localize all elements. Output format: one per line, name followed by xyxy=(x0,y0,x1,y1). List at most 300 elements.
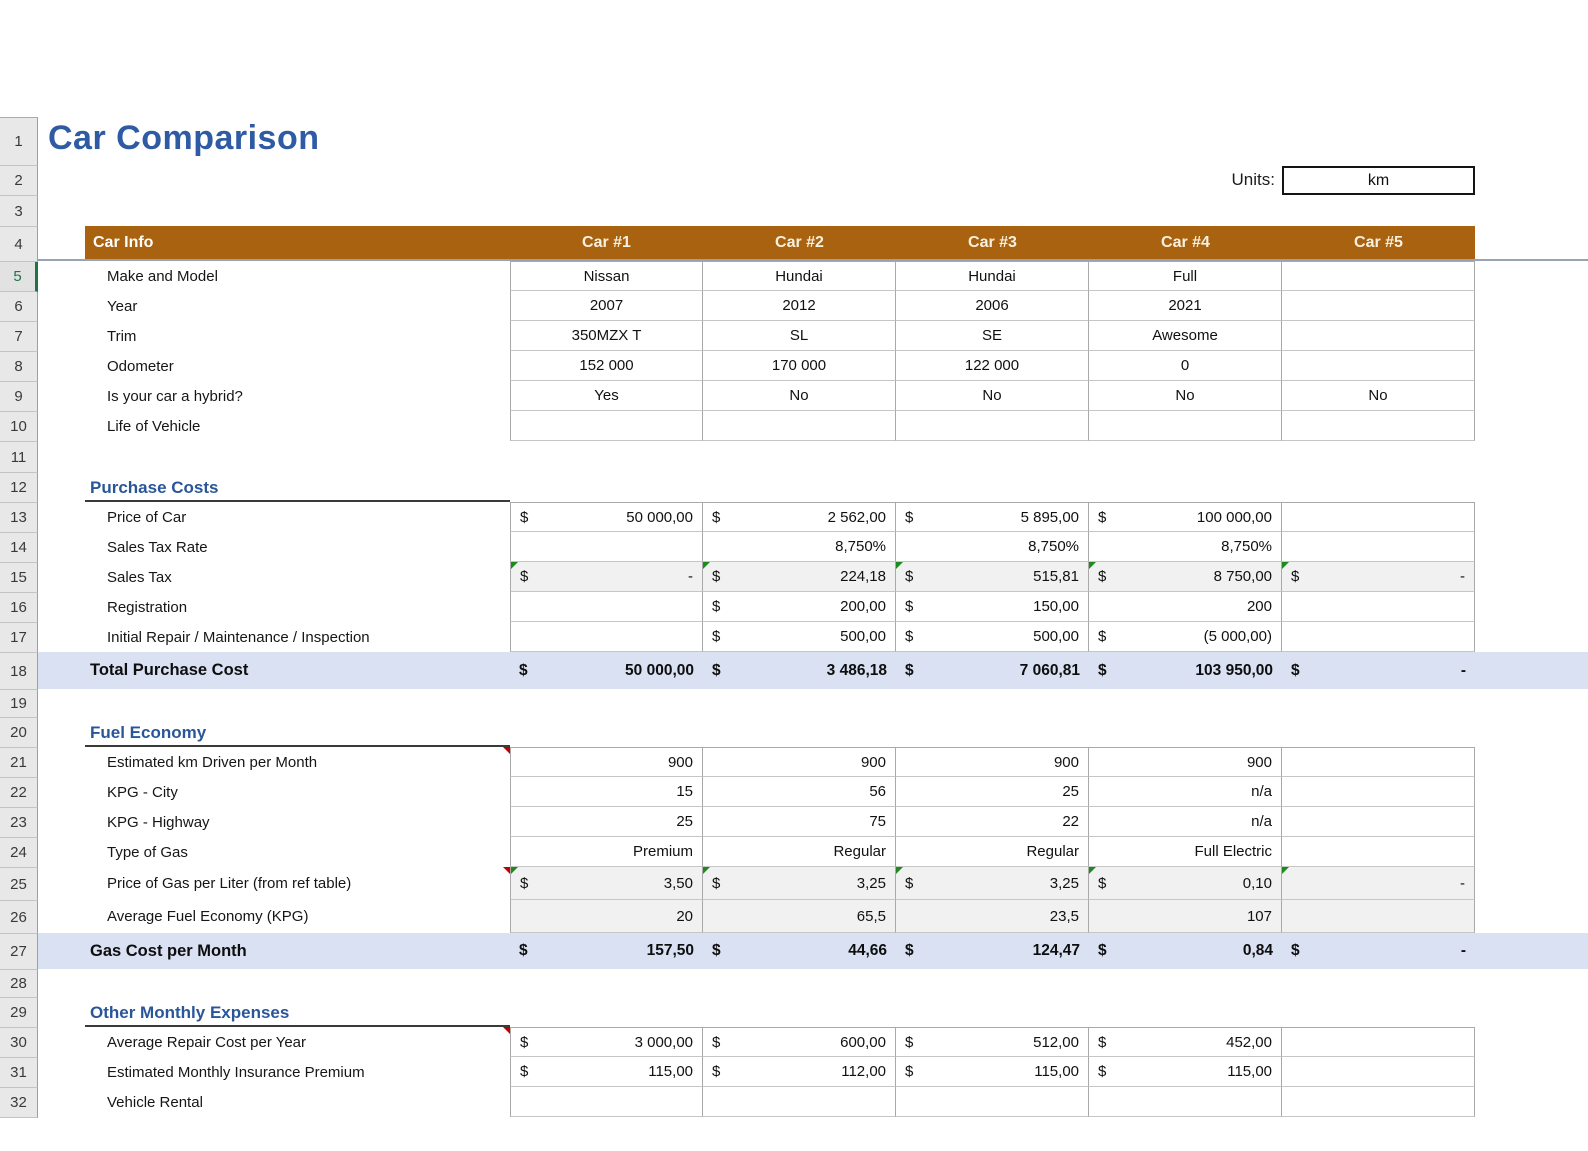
cell[interactable] xyxy=(896,747,1089,777)
cell-value: (5 000,00) xyxy=(1203,628,1272,645)
cell[interactable] xyxy=(1282,351,1475,381)
cell-value: Yes xyxy=(594,387,619,404)
cell[interactable] xyxy=(1089,351,1282,381)
cell[interactable] xyxy=(510,321,703,351)
row-header-20[interactable]: 20 xyxy=(0,718,38,748)
row-header-17[interactable]: 17 xyxy=(0,623,38,653)
currency-symbol: $ xyxy=(1291,568,1300,585)
cell[interactable] xyxy=(510,411,703,441)
section-heading[interactable]: Purchase Costs xyxy=(85,472,510,502)
cell-value: 900 xyxy=(1053,753,1079,771)
cell[interactable] xyxy=(1282,900,1475,933)
cell-value: 50 000,00 xyxy=(625,661,694,679)
error-indicator-icon xyxy=(896,562,903,569)
cell[interactable] xyxy=(510,900,703,933)
cell[interactable] xyxy=(1282,747,1475,777)
cell-value: 112,00 xyxy=(841,1063,886,1080)
sheet-row-14 xyxy=(38,532,1588,562)
cell[interactable] xyxy=(1282,592,1475,622)
cell-value: 2 562,00 xyxy=(827,508,886,526)
currency-symbol: $ xyxy=(905,508,914,526)
cell-label[interactable]: Make and Model xyxy=(107,267,218,285)
error-indicator-icon xyxy=(1089,867,1096,874)
row-header-28[interactable]: 28 xyxy=(0,970,38,998)
sheet-row-27 xyxy=(38,933,1588,969)
sheet-row-4 xyxy=(38,226,1588,261)
cell-value: 22 xyxy=(1062,813,1079,830)
sheet-row-3 xyxy=(38,195,1588,226)
cell[interactable] xyxy=(703,532,896,562)
cell[interactable] xyxy=(510,867,703,900)
cell-label[interactable]: KPG - Highway xyxy=(107,813,210,831)
currency-symbol: $ xyxy=(1098,942,1107,959)
currency-symbol: $ xyxy=(712,508,721,526)
cell-value: 8,750% xyxy=(835,538,886,555)
cell-value: 515,81 xyxy=(1033,568,1079,585)
section-heading[interactable]: Fuel Economy xyxy=(85,717,510,747)
row-header-18[interactable]: 18 xyxy=(0,653,38,690)
cell-value: 107 xyxy=(1246,907,1272,925)
currency-symbol: $ xyxy=(712,1063,721,1080)
cell[interactable] xyxy=(1089,1027,1282,1057)
cell-value: - xyxy=(1460,874,1465,892)
cell[interactable] xyxy=(1282,1057,1475,1087)
cell[interactable] xyxy=(1282,837,1475,867)
cell[interactable] xyxy=(1282,1087,1475,1117)
cell-value: 152 000 xyxy=(579,357,634,374)
row-header-1[interactable]: 1 xyxy=(0,118,38,166)
cell[interactable] xyxy=(510,837,703,867)
cell[interactable] xyxy=(1089,900,1282,933)
cell-label[interactable]: Estimated Monthly Insurance Premium xyxy=(107,1063,365,1081)
table-header-car-5[interactable]: Car #5 xyxy=(1282,226,1475,259)
cell[interactable] xyxy=(703,291,896,321)
cell[interactable] xyxy=(1089,622,1282,652)
row-header-4[interactable]: 4 xyxy=(0,227,38,262)
currency-symbol: $ xyxy=(520,874,529,892)
cell-value: 8 750,00 xyxy=(1213,568,1272,585)
sheet-row-23 xyxy=(38,807,1588,837)
cell[interactable] xyxy=(510,1057,703,1087)
cell[interactable] xyxy=(1282,261,1475,291)
row-header-12[interactable]: 12 xyxy=(0,473,38,503)
cell-value: - xyxy=(1460,661,1466,679)
cell-value: 122 000 xyxy=(964,357,1020,374)
spreadsheet-grid xyxy=(38,117,1588,1117)
cell-value: 50 000,00 xyxy=(626,508,693,526)
cell-value: 25 xyxy=(1062,783,1079,800)
currency-symbol: $ xyxy=(905,874,914,892)
cell[interactable] xyxy=(1282,502,1475,532)
cell[interactable] xyxy=(896,777,1089,807)
cell-value: n/a xyxy=(1251,813,1272,830)
cell[interactable] xyxy=(896,321,1089,351)
row-header-7[interactable]: 7 xyxy=(0,322,38,352)
currency-symbol: $ xyxy=(905,661,914,679)
sheet-row-15 xyxy=(38,562,1588,592)
currency-symbol: $ xyxy=(1098,1033,1107,1051)
cell[interactable] xyxy=(510,747,703,777)
cell[interactable] xyxy=(1282,532,1475,562)
cell[interactable] xyxy=(896,900,1089,933)
cell[interactable] xyxy=(896,381,1089,411)
cell[interactable] xyxy=(703,592,896,622)
cell[interactable] xyxy=(1282,807,1475,837)
cell-value: Regular xyxy=(1026,843,1079,860)
cell[interactable] xyxy=(510,261,703,291)
cell-label[interactable]: Gas Cost per Month xyxy=(90,941,247,960)
cell[interactable] xyxy=(1089,747,1282,777)
cell[interactable] xyxy=(510,1027,703,1057)
cell-value: 500,00 xyxy=(840,628,886,645)
currency-symbol: $ xyxy=(712,628,721,645)
currency-symbol: $ xyxy=(712,1033,721,1051)
row-header-14[interactable]: 14 xyxy=(0,533,38,563)
cell-label[interactable]: Registration xyxy=(107,598,188,616)
cell-label[interactable]: Estimated km Driven per Month xyxy=(85,747,510,777)
error-indicator-icon xyxy=(703,867,710,874)
cell[interactable] xyxy=(896,1057,1089,1087)
currency-symbol: $ xyxy=(1098,661,1107,679)
sheet-row-24 xyxy=(38,837,1588,867)
cell-value: 500,00 xyxy=(1033,628,1079,645)
error-indicator-icon xyxy=(896,867,903,874)
cell[interactable] xyxy=(896,351,1089,381)
currency-symbol: $ xyxy=(519,942,528,959)
cell[interactable] xyxy=(896,592,1089,622)
cell[interactable] xyxy=(1089,652,1282,689)
row-header-26[interactable]: 26 xyxy=(0,901,38,934)
row-header-27[interactable]: 27 xyxy=(0,934,38,970)
row-header-15[interactable]: 15 xyxy=(0,563,38,593)
row-header-21[interactable]: 21 xyxy=(0,748,38,778)
cell-value: 0,10 xyxy=(1242,874,1272,892)
currency-symbol: $ xyxy=(1098,1063,1107,1080)
cell-label[interactable]: Total Purchase Cost xyxy=(90,661,249,679)
cell-value: 23,5 xyxy=(1049,907,1079,925)
cell[interactable] xyxy=(703,622,896,652)
cell-value: No xyxy=(789,387,809,404)
cell[interactable] xyxy=(510,381,703,411)
sheet-row-1 xyxy=(38,117,1588,165)
cell-value: 8,750% xyxy=(1221,538,1272,555)
sheet-row-2 xyxy=(38,165,1588,195)
cell[interactable] xyxy=(896,411,1089,441)
cell[interactable] xyxy=(1089,1057,1282,1087)
cell-value: 150,00 xyxy=(1033,598,1079,615)
cell[interactable] xyxy=(703,411,896,441)
cell-value: 103 950,00 xyxy=(1195,661,1273,679)
cell-value: 452,00 xyxy=(1226,1033,1272,1051)
cell[interactable] xyxy=(703,351,896,381)
table-header-car-3[interactable]: Car #3 xyxy=(896,226,1089,259)
cell[interactable] xyxy=(703,381,896,411)
sheet-row-20 xyxy=(38,717,1588,747)
cell[interactable] xyxy=(1282,381,1475,411)
cell[interactable] xyxy=(1089,261,1282,291)
row-header-31[interactable]: 31 xyxy=(0,1058,38,1088)
sheet-row-5 xyxy=(38,261,1588,291)
cell[interactable] xyxy=(1089,291,1282,321)
row-header-2[interactable]: 2 xyxy=(0,166,38,196)
cell-value: 600,00 xyxy=(840,1033,886,1051)
cell-value: - xyxy=(688,568,693,585)
cell[interactable] xyxy=(896,562,1089,592)
currency-symbol: $ xyxy=(520,1033,529,1051)
row-header-24[interactable]: 24 xyxy=(0,838,38,868)
error-indicator-icon xyxy=(1282,562,1289,569)
table-header-car-1[interactable]: Car #1 xyxy=(510,226,703,259)
cell-value: 0,84 xyxy=(1242,942,1273,959)
cell[interactable] xyxy=(1089,867,1282,900)
cell[interactable] xyxy=(703,1057,896,1087)
currency-symbol: $ xyxy=(1098,508,1107,526)
currency-symbol: $ xyxy=(712,598,721,615)
cell-value: 900 xyxy=(1246,753,1272,771)
cell[interactable] xyxy=(896,652,1089,689)
cell-value: 8,750% xyxy=(1028,538,1079,555)
cell[interactable] xyxy=(1089,381,1282,411)
cell[interactable] xyxy=(896,933,1089,969)
cell[interactable] xyxy=(1089,1087,1282,1117)
cell-label[interactable]: Type of Gas xyxy=(107,843,188,861)
currency-symbol: $ xyxy=(1098,568,1107,585)
cell-value: SE xyxy=(981,327,1002,344)
cell[interactable] xyxy=(703,652,896,689)
cell-value: 44,66 xyxy=(848,942,887,959)
row-header-29[interactable]: 29 xyxy=(0,998,38,1028)
cell[interactable] xyxy=(510,807,703,837)
cell[interactable] xyxy=(1089,321,1282,351)
cell[interactable] xyxy=(703,502,896,532)
cell-value: 170 000 xyxy=(771,357,827,374)
cell[interactable] xyxy=(1282,321,1475,351)
sheet-row-28 xyxy=(38,969,1588,997)
cell[interactable] xyxy=(703,837,896,867)
cell[interactable] xyxy=(1282,1027,1475,1057)
cell[interactable] xyxy=(510,622,703,652)
row-header-10[interactable]: 10 xyxy=(0,412,38,442)
sheet-row-29 xyxy=(38,997,1588,1027)
cell-label[interactable]: Vehicle Rental xyxy=(107,1093,203,1111)
sheet-row-31 xyxy=(38,1057,1588,1087)
sheet-row-30 xyxy=(38,1027,1588,1057)
cell[interactable] xyxy=(1089,562,1282,592)
cell[interactable] xyxy=(1089,532,1282,562)
cell-value: n/a xyxy=(1251,783,1272,800)
row-header-19[interactable]: 19 xyxy=(0,690,38,718)
cell-value: 2006 xyxy=(975,297,1009,314)
row-header-8[interactable]: 8 xyxy=(0,352,38,382)
currency-symbol: $ xyxy=(1291,942,1300,959)
cell-value: 65,5 xyxy=(856,907,886,925)
cell[interactable] xyxy=(896,261,1089,291)
cell[interactable] xyxy=(1282,652,1475,689)
cell[interactable] xyxy=(896,1027,1089,1057)
cell-value: Premium xyxy=(632,843,693,860)
cell-label[interactable]: Year xyxy=(107,297,138,315)
sheet-row-32 xyxy=(38,1087,1588,1117)
cell[interactable] xyxy=(1282,562,1475,592)
currency-symbol: $ xyxy=(905,942,914,959)
cell-value: 7 060,81 xyxy=(1019,661,1080,679)
table-header-car-2[interactable]: Car #2 xyxy=(703,226,896,259)
cell[interactable] xyxy=(896,1087,1089,1117)
row-header-32[interactable]: 32 xyxy=(0,1088,38,1118)
row-header-22[interactable]: 22 xyxy=(0,778,38,808)
cell-label[interactable]: KPG - City xyxy=(107,783,178,801)
cell-label[interactable]: Trim xyxy=(107,327,137,345)
cell[interactable] xyxy=(703,261,896,291)
row-header-3[interactable]: 3 xyxy=(0,196,38,227)
cell[interactable] xyxy=(703,1027,896,1057)
cell-label[interactable]: Sales Tax xyxy=(107,568,172,586)
cell[interactable] xyxy=(896,867,1089,900)
cell-label[interactable]: Initial Repair / Maintenance / Inspection xyxy=(107,628,370,646)
cell[interactable] xyxy=(703,1087,896,1117)
cell[interactable] xyxy=(1089,933,1282,969)
row-header-5[interactable]: 5 xyxy=(0,262,38,292)
error-indicator-icon xyxy=(511,867,518,874)
cell[interactable] xyxy=(896,837,1089,867)
comment-indicator-icon xyxy=(503,1027,510,1034)
sheet-row-26 xyxy=(38,900,1588,933)
cell-value: No xyxy=(1368,387,1388,404)
cell[interactable] xyxy=(510,291,703,321)
cell[interactable] xyxy=(703,867,896,900)
cell-value: No xyxy=(1175,387,1195,404)
cell[interactable] xyxy=(1089,411,1282,441)
cell[interactable] xyxy=(1089,592,1282,622)
cell-value: 350MZX T xyxy=(571,327,642,344)
cell[interactable] xyxy=(510,933,703,969)
cell-value: 900 xyxy=(860,753,886,771)
comment-indicator-icon xyxy=(503,747,510,754)
row-header-9[interactable]: 9 xyxy=(0,382,38,412)
cell[interactable] xyxy=(1282,622,1475,652)
cell[interactable] xyxy=(703,807,896,837)
cell-value: 2007 xyxy=(589,297,624,314)
cell[interactable] xyxy=(510,652,703,689)
cell[interactable] xyxy=(896,622,1089,652)
cell-value: SL xyxy=(789,327,809,344)
cell-value: 3 000,00 xyxy=(634,1033,693,1051)
cell[interactable] xyxy=(510,777,703,807)
row-header-30[interactable]: 30 xyxy=(0,1028,38,1058)
cell-value: 200,00 xyxy=(840,598,886,615)
table-header-car-info[interactable]: Car Info xyxy=(85,226,510,259)
row-header-23[interactable]: 23 xyxy=(0,808,38,838)
sheet-row-17 xyxy=(38,622,1588,652)
cell-value: 100 000,00 xyxy=(1196,508,1272,526)
cell-value: 3 486,18 xyxy=(826,661,887,679)
currency-symbol: $ xyxy=(520,1063,529,1080)
error-indicator-icon xyxy=(511,562,518,569)
currency-symbol: $ xyxy=(905,1063,914,1080)
page-title[interactable]: Car Comparison xyxy=(48,119,320,157)
sheet-row-13 xyxy=(38,502,1588,532)
cell-value: 20 xyxy=(676,907,693,925)
cell-value: 0 xyxy=(1180,357,1190,374)
cell-label[interactable]: Average Fuel Economy (KPG) xyxy=(107,908,309,925)
cell[interactable] xyxy=(1089,777,1282,807)
sheet-row-19 xyxy=(38,689,1588,717)
cell-value: 3,50 xyxy=(663,874,693,892)
cell[interactable] xyxy=(1282,867,1475,900)
cell[interactable] xyxy=(510,532,703,562)
units-input[interactable]: km xyxy=(1282,166,1475,195)
cell-value: 2012 xyxy=(782,297,816,314)
sheet-row-9 xyxy=(38,381,1588,411)
cell-value: Hundai xyxy=(968,267,1016,285)
currency-symbol: $ xyxy=(905,628,914,645)
cell[interactable] xyxy=(703,321,896,351)
cell-label[interactable]: Sales Tax Rate xyxy=(107,538,208,556)
cell[interactable] xyxy=(1089,502,1282,532)
cell[interactable] xyxy=(703,562,896,592)
cell[interactable] xyxy=(510,1087,703,1117)
cell[interactable] xyxy=(896,532,1089,562)
cell[interactable] xyxy=(510,351,703,381)
cell[interactable] xyxy=(896,291,1089,321)
cell[interactable] xyxy=(896,502,1089,532)
cell[interactable] xyxy=(1089,807,1282,837)
cell[interactable] xyxy=(703,747,896,777)
sheet-row-21 xyxy=(38,747,1588,777)
cell[interactable] xyxy=(1089,837,1282,867)
cell-value: 157,50 xyxy=(646,942,694,959)
row-header-11[interactable]: 11 xyxy=(0,442,38,473)
row-header-16[interactable]: 16 xyxy=(0,593,38,623)
cell[interactable] xyxy=(1282,411,1475,441)
cell[interactable] xyxy=(510,592,703,622)
currency-symbol: $ xyxy=(712,568,721,585)
cell[interactable] xyxy=(1282,933,1475,969)
cell-value: No xyxy=(982,387,1002,404)
cell-value: - xyxy=(1460,568,1465,585)
cell[interactable] xyxy=(703,777,896,807)
cell-label[interactable]: Odometer xyxy=(107,357,174,375)
cell-value: 115,00 xyxy=(1227,1063,1272,1080)
row-header-13[interactable]: 13 xyxy=(0,503,38,533)
cell[interactable] xyxy=(510,562,703,592)
currency-symbol: $ xyxy=(520,568,529,585)
cell[interactable] xyxy=(896,807,1089,837)
cell[interactable] xyxy=(703,933,896,969)
table-header-car-4[interactable]: Car #4 xyxy=(1089,226,1282,259)
currency-symbol: $ xyxy=(1291,661,1300,679)
cell[interactable] xyxy=(1282,291,1475,321)
cell[interactable] xyxy=(510,502,703,532)
cell-label[interactable]: Average Repair Cost per Year xyxy=(85,1027,510,1057)
cell-value: 3,25 xyxy=(856,874,886,892)
cell-label[interactable]: Price of Car xyxy=(107,508,187,526)
cell-value: Hundai xyxy=(775,267,823,285)
cell-label[interactable]: Price of Gas per Liter (from ref table) xyxy=(85,867,510,900)
sheet-row-6 xyxy=(38,291,1588,321)
cell[interactable] xyxy=(703,900,896,933)
cell-label[interactable]: Life of Vehicle xyxy=(107,417,201,435)
section-heading[interactable]: Other Monthly Expenses xyxy=(85,997,510,1027)
row-header-6[interactable]: 6 xyxy=(0,292,38,322)
cell-value: Awesome xyxy=(1152,327,1218,344)
cell-label[interactable]: Is your car a hybrid? xyxy=(107,387,243,405)
currency-symbol: $ xyxy=(520,508,529,526)
cell[interactable] xyxy=(1282,777,1475,807)
cell-value: 15 xyxy=(676,783,693,800)
error-indicator-icon xyxy=(1089,562,1096,569)
row-header-25[interactable]: 25 xyxy=(0,868,38,901)
